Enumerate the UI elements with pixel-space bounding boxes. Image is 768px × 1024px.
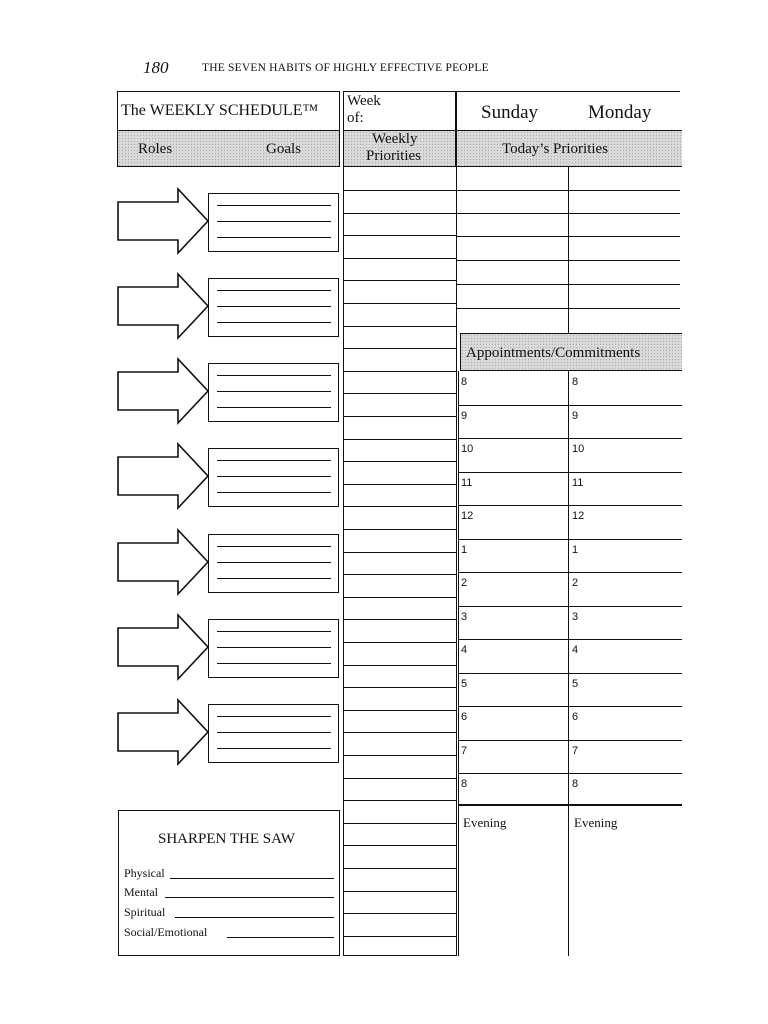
priority-line: [343, 303, 456, 304]
sharpen-item-label: Mental: [124, 885, 158, 899]
running-title: THE SEVEN HABITS OF HIGHLY EFFECTIVE PEOPLE: [202, 62, 489, 74]
role-arrow-icon: [116, 272, 211, 342]
priority-line: [343, 574, 456, 575]
priority-line: [343, 665, 456, 666]
priority-line: [343, 913, 456, 914]
evening-divider: [458, 804, 682, 806]
priority-line: [343, 823, 456, 824]
weekly-label: Weekly: [372, 131, 418, 147]
priorities-label: Priorities: [366, 148, 421, 164]
schedule-title: The WEEKLY SCHEDULE™: [121, 102, 319, 119]
hour-line: [458, 706, 682, 707]
priority-line: [343, 936, 456, 937]
todays-priorities-label: Today’s Priorities: [502, 141, 609, 157]
goal-box: [208, 278, 339, 337]
priority-line: [343, 529, 456, 530]
priority-line: [343, 619, 456, 620]
today-priority-line: [456, 284, 680, 285]
priority-line: [343, 280, 456, 281]
priority-line: [343, 213, 456, 214]
goals-label: Goals: [266, 141, 301, 157]
today-priority-line: [456, 190, 680, 191]
priority-bottom-line: [343, 955, 456, 956]
sunday-hour-label: 12: [461, 510, 474, 522]
sharpen-line: [170, 878, 334, 879]
goal-line: [217, 205, 331, 206]
hour-line: [458, 673, 682, 674]
appointments-label: Appointments/Commitments: [466, 345, 641, 361]
priority-line: [343, 710, 456, 711]
goal-line: [217, 663, 331, 664]
hour-line: [458, 438, 682, 439]
sunday-hour-label: 8: [461, 376, 468, 388]
goal-line: [217, 492, 331, 493]
sunday-hour-label: 2: [461, 577, 468, 589]
hour-line: [458, 606, 682, 607]
goal-line: [217, 237, 331, 238]
day-header-top: [456, 91, 680, 92]
hour-line: [458, 405, 682, 406]
goal-box: [208, 704, 339, 763]
week-label: Week: [347, 93, 381, 109]
priority-line: [343, 484, 456, 485]
goal-line: [217, 647, 331, 648]
goal-line: [217, 460, 331, 461]
priority-line: [343, 800, 456, 801]
goal-line: [217, 221, 331, 222]
goal-line: [217, 562, 331, 563]
goal-line: [217, 375, 331, 376]
goal-line: [217, 306, 331, 307]
hour-line: [458, 773, 682, 774]
goal-line: [217, 322, 331, 323]
goal-line: [217, 631, 331, 632]
monday-hour-label: 8: [572, 376, 579, 388]
priority-line: [343, 461, 456, 462]
sharpen-line: [165, 897, 334, 898]
priority-line: [343, 393, 456, 394]
sharpen-title: SHARPEN THE SAW: [158, 831, 295, 847]
today-priority-line: [456, 260, 680, 261]
roles-label: Roles: [138, 141, 173, 157]
hour-line: [458, 639, 682, 640]
of-label: of:: [347, 110, 364, 126]
today-priority-line: [456, 308, 680, 309]
role-arrow-icon: [116, 187, 211, 257]
priority-line: [343, 439, 456, 440]
hour-line: [458, 472, 682, 473]
monday-hour-label: 12: [572, 510, 585, 522]
monday-hour-label: 2: [572, 577, 579, 589]
sunday-hour-label: 9: [461, 410, 468, 422]
priority-line: [343, 845, 456, 846]
monday-hour-label: 5: [572, 678, 579, 690]
monday-hour-label: 4: [572, 644, 579, 656]
priority-line: [343, 235, 456, 236]
priority-line: [343, 416, 456, 417]
sunday-hour-label: 11: [461, 477, 473, 489]
priority-line: [343, 371, 456, 372]
sunday-hour-label: 8: [461, 778, 468, 790]
monday-hour-label: 9: [572, 410, 579, 422]
priority-line: [343, 348, 456, 349]
priority-line: [343, 258, 456, 259]
priority-line: [343, 597, 456, 598]
sunday-hour-label: 5: [461, 678, 468, 690]
today-priority-line: [456, 236, 680, 237]
role-arrow-icon: [116, 442, 211, 512]
goal-box: [208, 619, 339, 678]
sunday-hour-label: 10: [461, 443, 474, 455]
goal-line: [217, 476, 331, 477]
priority-line: [343, 755, 456, 756]
day-divider-bottom: [568, 371, 569, 956]
sunday-hour-label: 3: [461, 611, 468, 623]
goal-line: [217, 716, 331, 717]
monday-hour-label: 10: [572, 443, 585, 455]
monday-hour-label: 6: [572, 711, 579, 723]
hour-line: [458, 740, 682, 741]
sharpen-item-label: Physical: [124, 866, 165, 880]
role-arrow-icon: [116, 528, 211, 598]
goal-line: [217, 290, 331, 291]
monday-hour-label: 8: [572, 778, 579, 790]
monday-hour-label: 11: [572, 477, 584, 489]
goal-line: [217, 732, 331, 733]
sunday-evening-label: Evening: [463, 815, 507, 830]
goal-line: [217, 407, 331, 408]
goal-box: [208, 534, 339, 593]
day-monday: Monday: [588, 102, 652, 123]
monday-hour-label: 3: [572, 611, 579, 623]
priority-line: [343, 687, 456, 688]
hour-line: [458, 572, 682, 573]
role-arrow-icon: [116, 613, 211, 683]
priorities-left-border: [343, 167, 344, 956]
monday-evening-label: Evening: [574, 815, 618, 830]
day-sunday: Sunday: [481, 102, 538, 123]
role-arrow-icon: [116, 698, 211, 768]
goal-line: [217, 391, 331, 392]
sunday-hour-label: 4: [461, 644, 468, 656]
goal-line: [217, 546, 331, 547]
sharpen-line: [227, 937, 334, 938]
sharpen-item-label: Social/Emotional: [124, 925, 208, 939]
goal-box: [208, 448, 339, 507]
goal-box: [208, 363, 339, 422]
hour-line: [458, 539, 682, 540]
sunday-hour-label: 6: [461, 711, 468, 723]
monday-hour-label: 1: [572, 544, 579, 556]
sunday-hour-label: 7: [461, 745, 468, 757]
goal-box: [208, 193, 339, 252]
priority-line: [343, 868, 456, 869]
priorities-right-border: [456, 91, 457, 956]
today-priority-line: [456, 213, 680, 214]
sharpen-item-label: Spiritual: [124, 905, 166, 919]
priority-line: [343, 326, 456, 327]
page-number: 180: [143, 58, 169, 77]
monday-hour-label: 7: [572, 745, 579, 757]
sunday-left-border: [458, 371, 459, 956]
priority-line: [343, 506, 456, 507]
sharpen-line: [175, 917, 334, 918]
priority-line: [343, 642, 456, 643]
hour-line: [458, 505, 682, 506]
priority-line: [343, 732, 456, 733]
sunday-hour-label: 1: [461, 544, 468, 556]
role-arrow-icon: [116, 357, 211, 427]
goal-line: [217, 578, 331, 579]
priority-line: [343, 552, 456, 553]
goal-line: [217, 748, 331, 749]
priority-line: [343, 891, 456, 892]
priority-line: [343, 778, 456, 779]
priority-line: [343, 190, 456, 191]
